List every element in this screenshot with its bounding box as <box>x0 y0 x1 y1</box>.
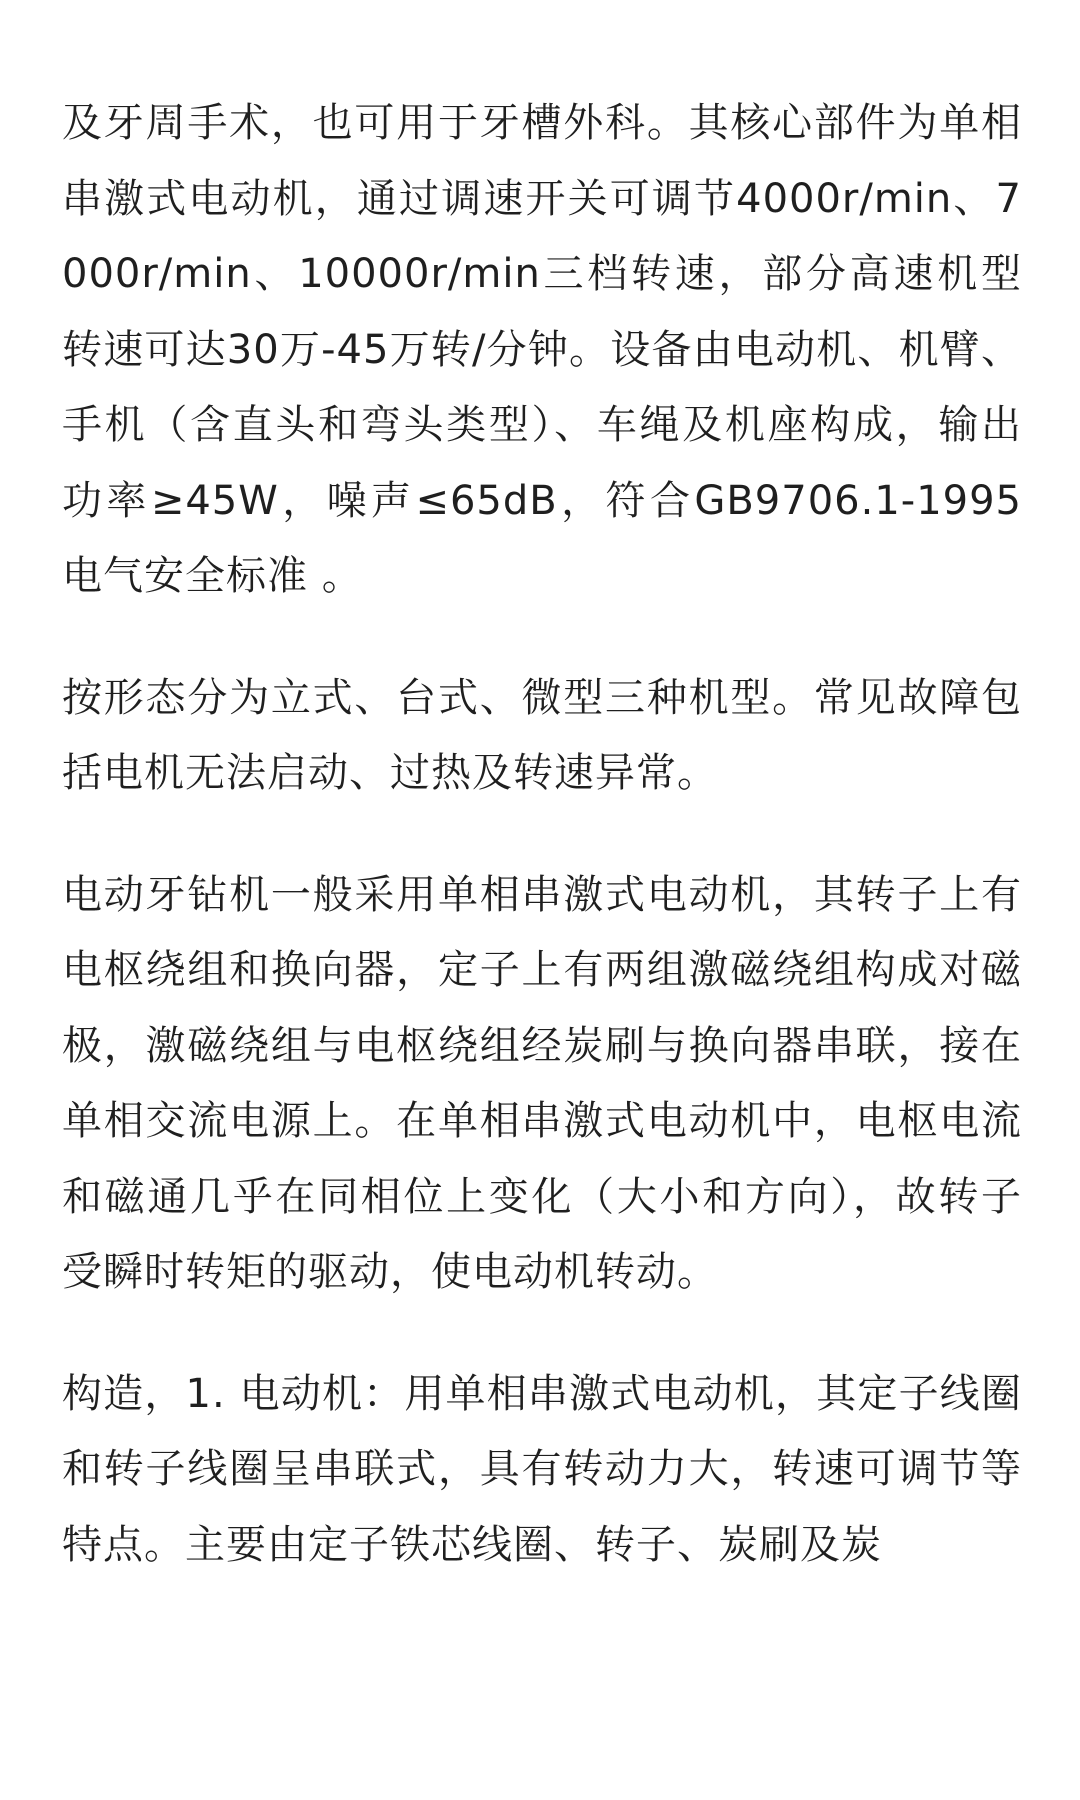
paragraph-principle: 电动牙钻机一般采用单相串激式电动机，其转子上有电枢绕组和换向器，定子上有两组激磁绕组构成对磁极，激磁绕组与电枢绕组经炭刷与换向器串联，接在单相交流电源上。在单相串激式电动机中，电枢电流和磁通几乎在同相位上变化（大小和方向），故转子受瞬时转矩的驱动，使电动机转动。 <box>62 871 1022 1295</box>
paragraph-types: 按形态分为立式、台式、微型三种机型。常见故障包括电机无法启动、过热及转速异常。 <box>62 674 1022 796</box>
article-body <box>62 86 1022 1629</box>
paragraph-specs: 及牙周手术，也可用于牙槽外科。其核心部件为单相串激式电动机，通过调速开关可调节4000r/min、7000r/min、10000r/min三档转速，部分高速机型转速可达30万-45万转/分钟。设备由电动机、机臂、手机（含直头和弯头类型）、车绳及机座构成，输出功率≥45W，噪声≤65dB，符合GB9706.1-1995电气安全标准 。 <box>62 100 1022 599</box>
paragraph-construction: 构造，1. 电动机：用单相串激式电动机，其定子线圈和转子线圈呈串联式，具有转动力大，转速可调节等特点。主要由定子铁芯线圈、转子、炭刷及炭 <box>62 1370 1022 1568</box>
